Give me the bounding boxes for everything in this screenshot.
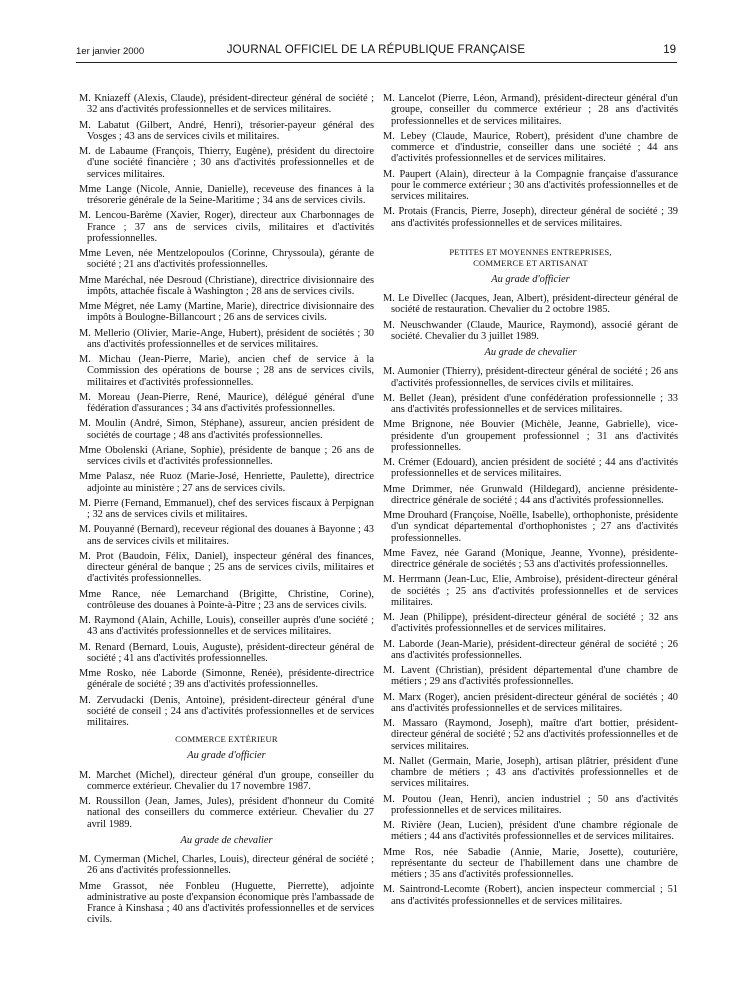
honoree-entry: Mme Mégret, née Lamy (Martine, Marie), directrice divisionnaire des impôts à Boulogne-Billancourt ; 26 ans de services civils. — [79, 301, 374, 324]
honoree-entry: M. Prot (Baudoin, Félix, Daniel), inspecteur général des finances, directeur général de banque ; 25 ans de services civils, militaires et d'activités professionnelles. — [79, 550, 374, 585]
honoree-entry: M. Aumonier (Thierry), président-directeur général de société ; 26 ans d'activités professionnelles, de services civils et militaires. — [383, 366, 678, 389]
honoree-entry: M. Neuschwander (Claude, Maurice, Raymond), associé gérant de société. Chevalier du 3 juillet 1989. — [383, 319, 678, 342]
honoree-entry: Mme Grassot, née Fonbleu (Huguette, Pierrette), adjointe administrative au poste d'expansion économique près l'ambassade de France à Kinshasa ; 40 ans d'activités professionnelles et de services civils. — [79, 880, 374, 926]
issue-date: 1er janvier 2000 — [76, 46, 145, 57]
honoree-entry: Mme Favez, née Garand (Monique, Jeanne, Yvonne), présidente-directrice générale de sociétés ; 53 ans d'activités professionnelles. — [383, 547, 678, 570]
honoree-entry: Mme Rance, née Lemarchand (Brigitte, Christine, Corine), contrôleuse des douanes à Pointe-à-Pitre ; 23 ans de services civils. — [79, 588, 374, 611]
honoree-entry: M. Lencou-Barème (Xavier, Roger), directeur aux Charbonnages de France ; 37 ans de services civils, militaires et d'activités professionnelles. — [79, 210, 374, 244]
honoree-entry: M. Kniazeff (Alexis, Claude), président-directeur général de société ; 32 ans d'activités professionnelles et de services militaires. — [79, 93, 374, 116]
page-number: 19 — [663, 44, 676, 56]
honoree-entry: M. Poutou (Jean, Henri), ancien industriel ; 50 ans d'activités professionnelles et de services militaires. — [383, 793, 678, 816]
honoree-entry: Mme Obolenski (Ariane, Sophie), présidente de banque ; 26 ans de services civils et d'activités professionnelles. — [79, 444, 374, 467]
honoree-entry: M. Pierre (Fernand, Emmanuel), chef des services fiscaux à Perpignan ; 32 ans de services civils et militaires. — [79, 497, 374, 520]
honoree-entry: Mme Brignone, née Bouvier (Michèle, Jeanne, Gabrielle), vice-présidente d'un groupement professionnel ; 31 ans d'activités professionnelles. — [383, 419, 678, 453]
honoree-entry: M. Crémer (Edouard), ancien président de société ; 44 ans d'activités professionnelles et de services militaires. — [383, 457, 678, 480]
honoree-entry: Mme Rosko, née Laborde (Simonne, Renée), présidente-directrice générale de société ; 39 ans d'activités professionnelles. — [79, 668, 374, 691]
right-entries-a — [383, 93, 678, 229]
honoree-entry: M. Zervudacki (Denis, Antoine), président-directeur général d'une société de conseil ; 24 ans d'activités professionnelles et de services militaires. — [79, 694, 374, 728]
honoree-entry: M. Laborde (Jean-Marie), président-directeur général de société ; 26 ans d'activités professionnelles. — [383, 638, 678, 661]
honoree-entry: M. Marchet (Michel), directeur général d'un groupe, conseiller du commerce extérieur. Chevalier du 17 novembre 1987. — [79, 769, 374, 792]
grade-heading-chevalier: Au grade de chevalier — [180, 834, 273, 846]
honoree-entry: M. Rivière (Jean, Lucien), président d'une chambre régionale de métiers ; 44 ans d'activités professionnelles et de services militaires. — [383, 820, 678, 843]
left-entries-a — [79, 93, 374, 728]
section-title-commerce-exterieur: COMMERCE EXTÉRIEUR — [175, 734, 278, 745]
honoree-entry: Mme Palasz, née Ruoz (Marie-José, Henriette, Paulette), directrice adjointe au ministère ; 27 ans de services civils. — [79, 471, 374, 494]
page-header — [76, 44, 676, 64]
left-entries-chevalier — [79, 854, 374, 926]
journal-title: JOURNAL OFFICIEL DE LA RÉPUBLIQUE FRANÇAISE — [226, 44, 526, 56]
honoree-entry: Mme Ros, née Sabadie (Annie, Marie, Josette), couturière, représentante du secteur de l'habillement dans une chambre de métiers ; 35 ans d'activités professionnelles. — [383, 846, 678, 880]
honoree-entry: M. Paupert (Alain), directeur à la Compagnie française d'assurance pour le commerce extérieur ; 30 ans d'activités professionnelles et de services militaires. — [383, 168, 678, 202]
honoree-entry: M. Le Divellec (Jacques, Jean, Albert), président-directeur général de société de restauration. Chevalier du 2 octobre 1985. — [383, 293, 678, 316]
honoree-entry: M. Nallet (Germain, Marie, Joseph), artisan plâtrier, président d'une chambre de métiers ; 43 ans d'activités professionnelles et de services militaires. — [383, 755, 678, 790]
section-title-pme-line2: COMMERCE ET ARTISANAT — [473, 257, 588, 268]
honoree-entry: Mme Drouhard (Françoise, Noëlle, Isabelle), orthophoniste, présidente d'un syndicat départemental d'orthophonistes ; 27 ans d'activités professionnelles. — [383, 510, 678, 544]
honoree-entry: M. Saintrond-Lecomte (Robert), ancien inspecteur commercial ; 51 ans d'activités professionnelles et de services militaires. — [383, 884, 678, 907]
honoree-entry: M. Bellet (Jean), président d'une confédération professionnelle ; 33 ans d'activités professionnelles et de services militaires. — [383, 392, 678, 415]
honoree-entry: M. Massaro (Raymond, Joseph), maître d'art bottier, président-directeur général de société ; 52 ans d'activités professionnelles et de services militaires. — [383, 718, 678, 752]
honoree-entry: M. Mellerio (Olivier, Marie-Ange, Hubert), président de sociétés ; 30 ans d'activités professionnelles et de services militaires. — [79, 327, 374, 350]
right-column — [383, 93, 678, 911]
header-rule — [76, 62, 677, 63]
honoree-entry: M. Roussillon (Jean, James, Jules), président d'honneur du Comité national des conseillers du commerce extérieur. Chevalier du 27 avril 1989. — [79, 796, 374, 830]
honoree-entry: M. Moreau (Jean-Pierre, René, Maurice), délégué général d'une fédération d'assurances ; 34 ans d'activités professionnelles. — [79, 391, 374, 414]
honoree-entry: M. Moulin (André, Simon, Stéphane), assureur, ancien président de sociétés de courtage ; 48 ans d'activités professionnelles. — [79, 418, 374, 441]
honoree-entry: M. Jean (Philippe), président-directeur général de société ; 32 ans d'activités professionnelles et de services militaires. — [383, 612, 678, 635]
honoree-entry: M. Renard (Bernard, Louis, Auguste), président-directeur général de société ; 41 ans d'activités professionnelles. — [79, 641, 374, 664]
honoree-entry: Mme Leven, née Mentzelopoulos (Corinne, Chryssoula), gérante de société ; 21 ans d'activités professionnelles. — [79, 248, 374, 271]
honoree-entry: M. Michau (Jean-Pierre, Marie), ancien chef de service à la Commission des opérations de bourse ; 28 ans de services civils, militaires et d'activités professionnelles. — [79, 354, 374, 388]
honoree-entry: Mme Lange (Nicole, Annie, Danielle), receveuse des finances à la trésorerie générale de la Seine-Maritime ; 34 ans de services civils. — [79, 183, 374, 206]
honoree-entry: M. Lancelot (Pierre, Léon, Armand), président-directeur général d'un groupe, conseiller du commerce extérieur ; 28 ans d'activités professionnelles et de services militaires. — [383, 93, 678, 127]
honoree-entry: M. Protais (Francis, Pierre, Joseph), directeur général de société ; 39 ans d'activités professionnelles et de services militaires. — [383, 206, 678, 229]
honoree-entry: Mme Maréchal, née Desroud (Christiane), directrice divisionnaire des impôts, attachée fiscale à Washington ; 28 ans de services civils. — [79, 274, 374, 297]
right-entries-chevalier — [383, 366, 678, 907]
grade-heading-officier: Au grade d'officier — [187, 750, 266, 762]
honoree-entry: M. Pouyanné (Bernard), receveur régional des douanes à Bayonne ; 43 ans de services civils et militaires. — [79, 524, 374, 547]
honoree-entry: Mme Drimmer, née Grunwald (Hildegard), ancienne présidente-directrice générale de société ; 44 ans d'activités professionnelles. — [383, 483, 678, 506]
honoree-entry: M. Labatut (Gilbert, André, Henri), trésorier-payeur général des Vosges ; 43 ans de services civils et militaires. — [79, 119, 374, 142]
honoree-entry: M. Marx (Roger), ancien président-directeur général de sociétés ; 40 ans d'activités professionnelles et de services militaires. — [383, 691, 678, 714]
left-column — [79, 93, 374, 930]
section-title-pme-line1: PETITES ET MOYENNES ENTREPRISES, — [449, 246, 612, 257]
section-title-pme — [383, 247, 678, 269]
honoree-entry: M. Lebey (Claude, Maurice, Robert), président d'une chambre de commerce et d'industrie, conseiller dans une société ; 44 ans d'activités professionnelles et de services militaires. — [383, 130, 678, 165]
honoree-entry: M. Herrmann (Jean-Luc, Elie, Ambroise), président-directeur général de sociétés ; 25 ans d'activités professionnelles et de services militaires. — [383, 574, 678, 608]
right-entries-officier — [383, 293, 678, 342]
honoree-entry: M. Cymerman (Michel, Charles, Louis), directeur général de société ; 26 ans d'activités professionnelles. — [79, 854, 374, 877]
honoree-entry: M. de Labaume (François, Thierry, Eugène), président du directoire d'une société financière ; 30 ans d'activités professionnelles et de services militaires. — [79, 146, 374, 180]
grade-heading-officier: Au grade d'officier — [491, 273, 570, 285]
honoree-entry: M. Lavent (Christian), président départemental d'une chambre de métiers ; 29 ans d'activités professionnelles. — [383, 665, 678, 688]
honoree-entry: M. Raymond (Alain, Achille, Louis), conseiller auprès d'une société ; 43 ans d'activités professionnelles et de services militaires. — [79, 615, 374, 638]
grade-heading-chevalier: Au grade de chevalier — [484, 347, 577, 358]
left-entries-officier — [79, 770, 374, 830]
